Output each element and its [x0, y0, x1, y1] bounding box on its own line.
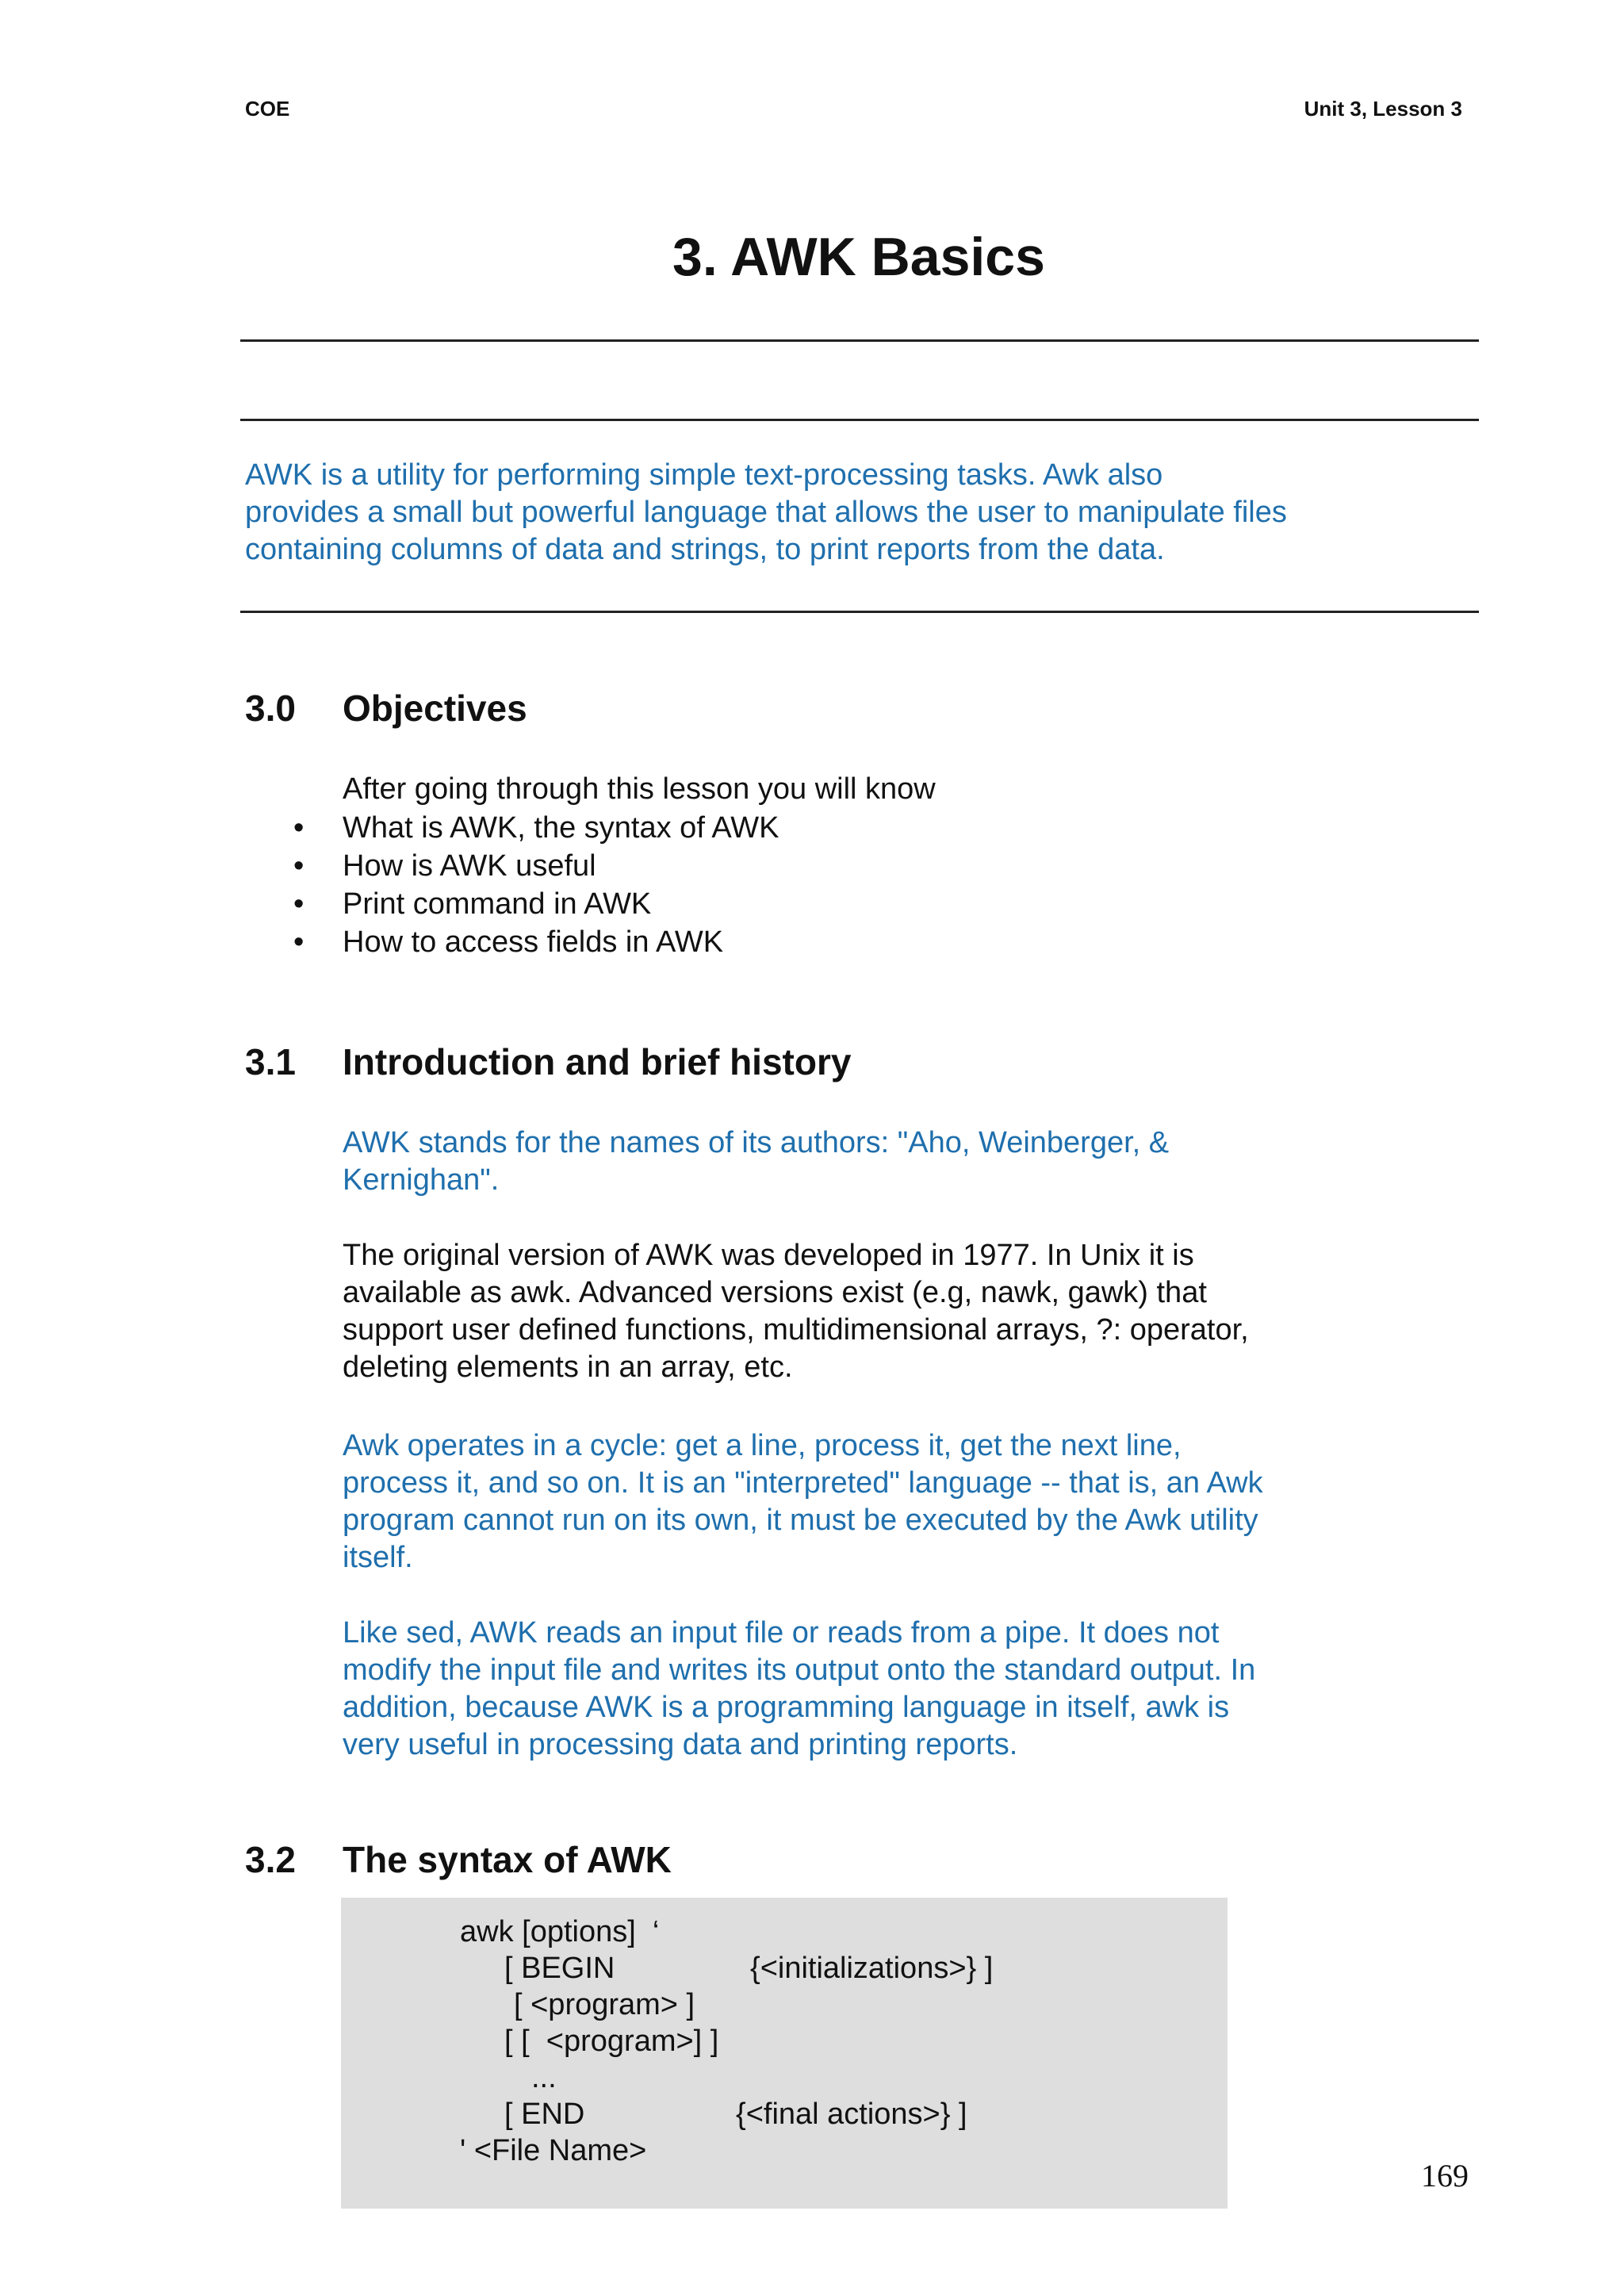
- abstract-line: AWK is a utility for performing simple text-processing tasks. Awk also: [245, 458, 1163, 492]
- list-item: • How to access fields in AWK: [343, 923, 779, 961]
- bullet-icon: •: [293, 849, 304, 883]
- paragraph: The original version of AWK was developed in 1977. In Unix it is available as awk. Advanced versions exist (e.g, nawk, gawk) that support user defined functions, multidimensional arrays, ?: operator, deleting elements in an array, etc.: [343, 1239, 1249, 1384]
- paragraph: Like sed, AWK reads an input file or reads from a pipe. It does not modify the input file and writes its output onto the standard output. In addition, because AWK is a programming language in itself, awk is very useful in processing data and printing reports.: [343, 1616, 1256, 1761]
- section-title: The syntax of AWK: [343, 1839, 672, 1880]
- section-number: 3.0: [245, 688, 296, 729]
- section-title: Objectives: [343, 688, 527, 729]
- bullet-icon: •: [293, 925, 304, 959]
- divider-rule: [240, 611, 1479, 613]
- list-item: • Print command in AWK: [343, 885, 779, 923]
- code-line: [ [ <program>] ]: [504, 2025, 719, 2058]
- page-number: 169: [1421, 2158, 1469, 2193]
- code-line: {<initializations>} ]: [750, 1952, 994, 1985]
- code-line: [ END: [504, 2098, 585, 2131]
- divider-rule: [240, 419, 1479, 421]
- code-line: ...: [531, 2061, 557, 2094]
- paragraph: AWK stands for the names of its authors: "Aho, Weinberger, & Kernighan".: [343, 1126, 1170, 1197]
- code-line: ' <File Name>: [460, 2134, 647, 2167]
- abstract-line: containing columns of data and strings, to print reports from the data.: [245, 533, 1165, 566]
- section-title: Introduction and brief history: [343, 1041, 852, 1082]
- running-header-right: Unit 3, Lesson 3: [1304, 97, 1462, 121]
- code-block: [341, 1898, 1228, 2209]
- code-line: [ BEGIN: [504, 1952, 615, 1985]
- objectives-list: [293, 809, 779, 961]
- section-number: 3.1: [245, 1041, 296, 1082]
- code-line: [ <program> ]: [514, 1988, 695, 2021]
- bullet-icon: •: [293, 887, 304, 921]
- divider-rule: [240, 339, 1479, 342]
- code-line: awk [options] ‘: [460, 1915, 660, 1948]
- list-item: • How is AWK useful: [343, 847, 779, 885]
- abstract-line: provides a small but powerful language that allows the user to manipulate files: [245, 496, 1287, 529]
- paragraph: Awk operates in a cycle: get a line, process it, get the next line, process it, and so on. It is an "interpreted" language -- that is, an Awk program cannot run on its own, it must be executed by the Awk utility itself.: [343, 1429, 1263, 1574]
- list-item: • What is AWK, the syntax of AWK: [343, 809, 779, 847]
- page-title: 3. AWK Basics: [672, 227, 1045, 287]
- objectives-intro: After going through this lesson you will know: [343, 772, 936, 806]
- section-number: 3.2: [245, 1839, 296, 1880]
- running-header-left: COE: [245, 97, 290, 121]
- bullet-icon: •: [293, 811, 304, 845]
- code-line: {<final actions>} ]: [736, 2098, 967, 2131]
- abstract: [245, 457, 1482, 569]
